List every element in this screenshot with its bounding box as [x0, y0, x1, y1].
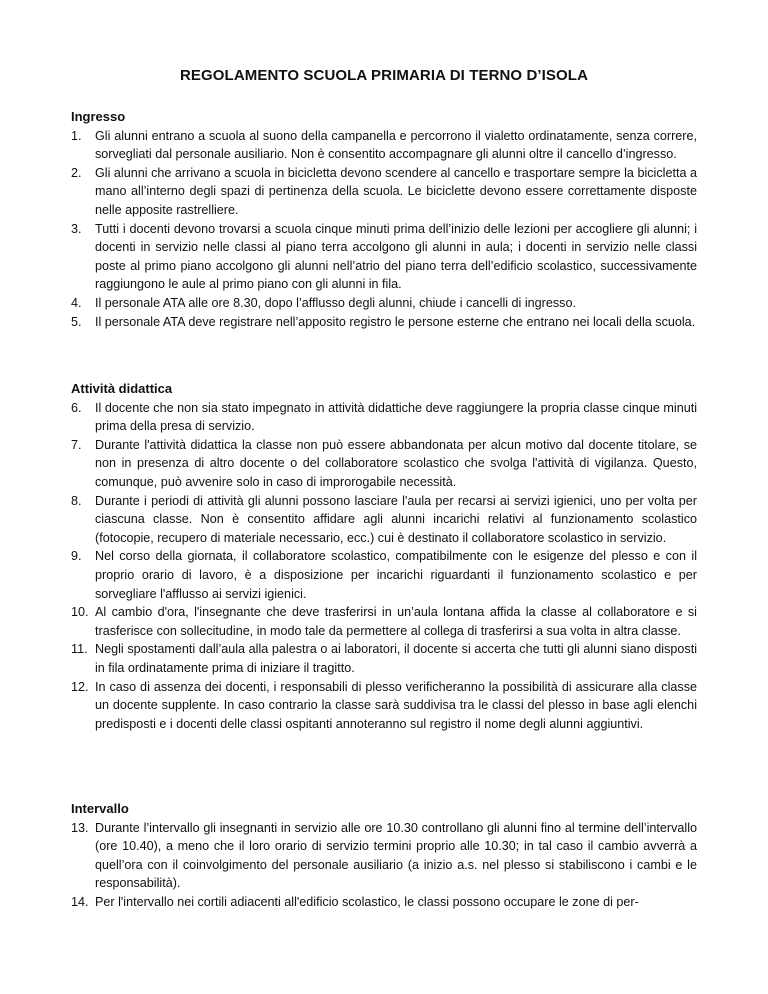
list-item	[71, 399, 697, 436]
item-text: Il personale ATA deve registrare nell’apposito registro le persone esterne che entrano nei locali della scuola.	[95, 314, 696, 329]
item-number: 2.	[71, 165, 82, 180]
item-text: Gli alunni entrano a scuola al suono della campanella e percorrono il vialetto ordinatamente, senza correre, sorvegliati dal personale ausiliario. Non è consentito accompagnare gli alunni oltre il cancello d’ingresso.	[95, 128, 697, 162]
list-item	[71, 678, 697, 734]
section-heading: Ingresso	[71, 109, 126, 124]
item-text: Il personale ATA alle ore 8.30, dopo l’afflusso degli alunni, chiude i cancelli di ingresso.	[95, 295, 576, 310]
item-number: 8.	[71, 493, 82, 508]
item-text: Negli spostamenti dall’aula alla palestra o ai laboratori, il docente si accerta che tutti gli alunni siano disposti in fila ordinatamente prima di iniziare il tragitto.	[95, 642, 697, 675]
section-attivita-didattica	[71, 380, 697, 733]
item-text: Durante l'attività didattica la classe non può essere abbandonata per alcun motivo dal docente titolare, se non in presenza di altro docente o del collaboratore scolastico che svolga l'attività di vigilanza. Questo, comunque, può avvenire solo in caso di improrogabile necessità.	[95, 437, 697, 489]
list-item	[71, 893, 697, 912]
item-number: 7.	[71, 437, 82, 452]
item-text: Durante i periodi di attività gli alunni possono lasciare l'aula per recarsi ai servizi igienici, uno per volta per ciascuna classe. Non è consentito affidare agli alunni incarichi relativi al funzionamento scolastico (fotocopie, recupero di materiale necessario, ecc.) cui è destinato il collaboratore scolastico in servizio.	[95, 493, 697, 545]
item-text: Tutti i docenti devono trovarsi a scuola cinque minuti prima dell’inizio delle lezioni per accogliere gli alunni; i docenti in servizio nelle classi al piano terra accolgono gli alunni in aula; i docenti in servizio nelle classi poste al primo piano accolgono gli alunni nell’atrio del piano terra dell’edificio scolastico, successivamente raggiungono le aule al primo piano con gli alunni in fila.	[95, 221, 697, 292]
section-heading: Intervallo	[71, 801, 129, 816]
list-item	[71, 640, 697, 677]
list-item	[71, 294, 697, 313]
list-item	[71, 127, 697, 164]
list-item	[71, 819, 697, 893]
item-number: 3.	[71, 221, 82, 236]
item-number: 11.	[71, 642, 88, 657]
section-intervallo	[71, 800, 697, 912]
item-number: 6.	[71, 400, 82, 415]
section-heading: Attività didattica	[71, 381, 173, 396]
list-item	[71, 313, 697, 332]
item-number: 12.	[71, 679, 89, 694]
item-text: Gli alunni che arrivano a scuola in bicicletta devono scendere al cancello e trasportare sempre la bicicletta a mano all’interno degli spazi di pertinenza della scuola. Le biciclette devono essere correttamente disposte nelle apposite rastrelliere.	[95, 165, 697, 217]
item-number: 10.	[71, 605, 89, 620]
item-text: Per l'intervallo nei cortili adiacenti all'edificio scolastico, le classi possono occupare le zone di per-	[95, 894, 639, 909]
list-item	[71, 220, 697, 294]
list-item	[71, 492, 697, 548]
list-item	[71, 164, 697, 220]
item-number: 1.	[71, 128, 82, 143]
item-number: 14.	[71, 894, 89, 909]
item-text: In caso di assenza dei docenti, i responsabili di plesso verificheranno la possibilità di assicurare alla classe un docente supplente. In caso contrario la classe sarà suddivisa tra le classi del plesso in base agli elenchi predisposti e i docenti delle classi ospitanti annoteranno sul registro il nome degli alunni aggiuntivi.	[95, 679, 697, 731]
item-text: Nel corso della giornata, il collaboratore scolastico, compatibilmente con le esigenze del plesso e con il proprio orario di lavoro, è a disposizione per incarichi riguardanti il funzionamento scolastico e per sorvegliare l'afflusso ai servizi igienici.	[95, 549, 697, 601]
item-text: Durante l’intervallo gli insegnanti in servizio alle ore 10.30 controllano gli alunni fino al termine dell’intervallo (ore 10.40), a meno che il loro orario di servizio termini proprio alle 10.30; in tal caso il cambio avverrà a quell’ora con il coinvolgimento del personale ausiliario (a inizio a.s. nel plesso si stabiliscono i cambi e le responsabilità).	[95, 820, 697, 891]
list-item	[71, 603, 697, 640]
item-text: Il docente che non sia stato impegnato in attività didattiche deve raggiungere la propria classe cinque minuti prima della presa di servizio.	[95, 400, 697, 434]
item-number: 4.	[71, 295, 82, 310]
item-number: 5.	[71, 314, 82, 329]
item-text: Al cambio d'ora, l'insegnante che deve trasferirsi in un’aula lontana affida la classe al collaboratore e si trasferisce con sollecitudine, in modo tale da permettere al collega di trasferirsi a sua volta in altra classe.	[95, 605, 697, 638]
list-item	[71, 547, 697, 603]
list-item	[71, 436, 697, 492]
section-ingresso	[71, 108, 697, 331]
item-number: 9.	[71, 549, 82, 564]
document-title: REGOLAMENTO SCUOLA PRIMARIA DI TERNO D’ISOLA	[179, 67, 588, 84]
item-number: 13.	[71, 820, 89, 835]
